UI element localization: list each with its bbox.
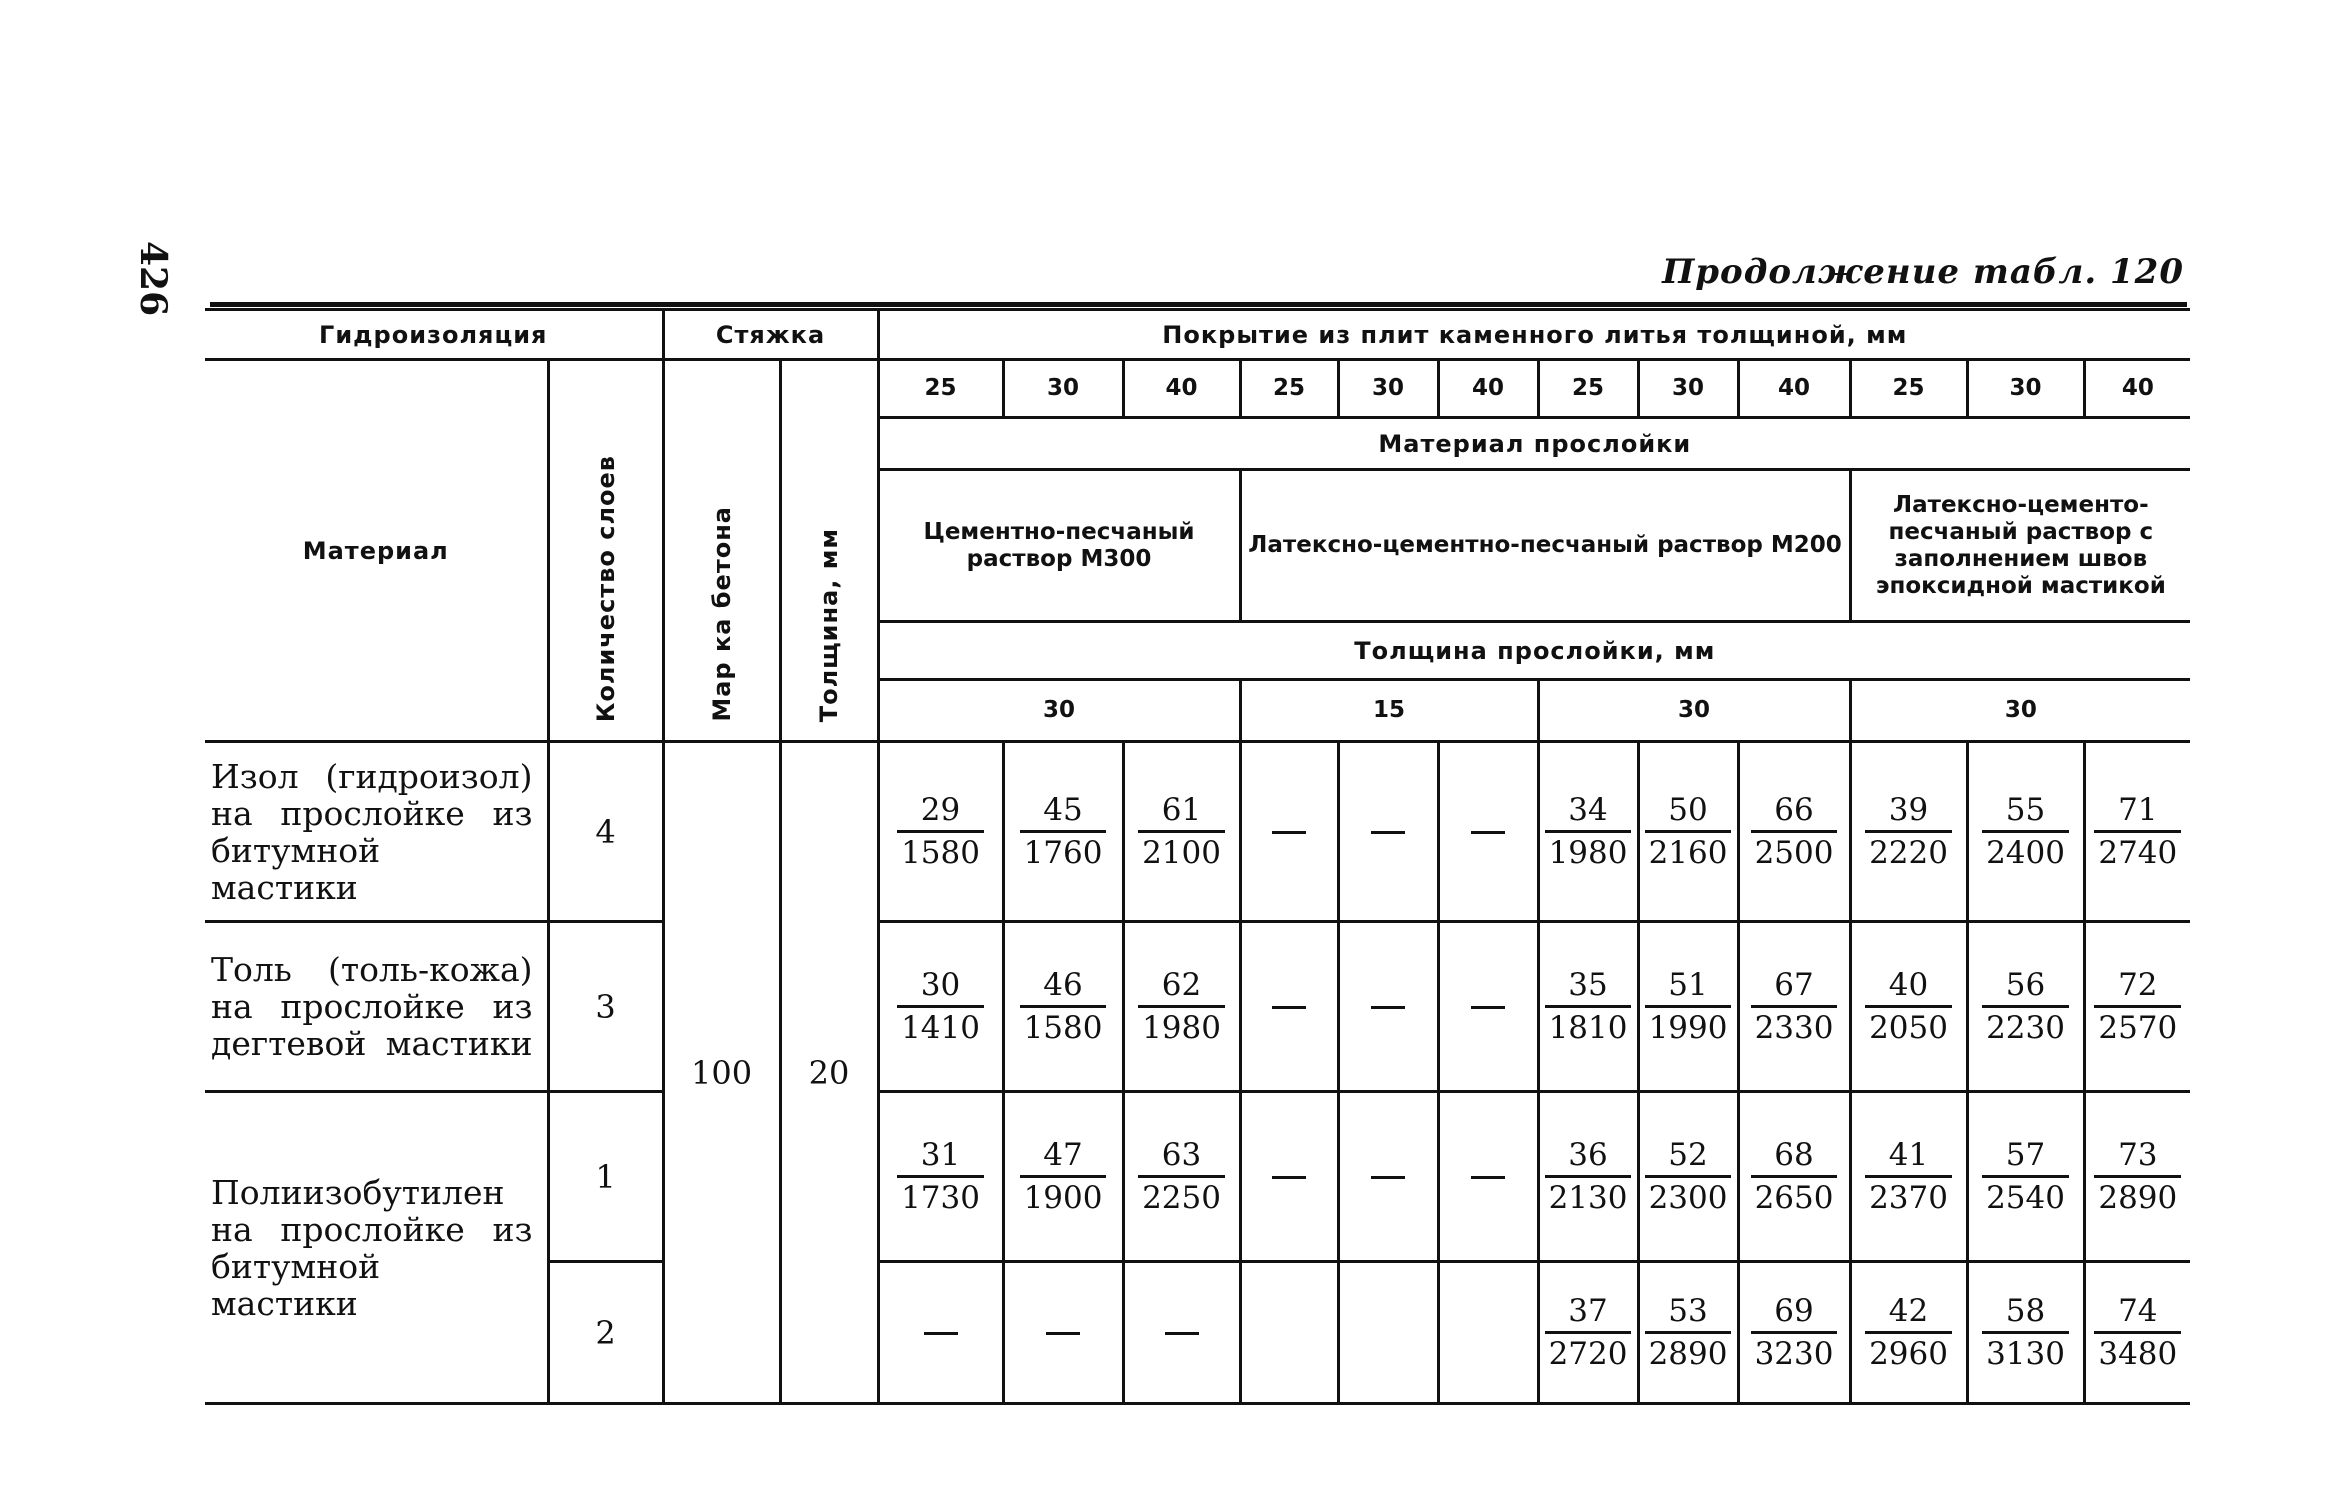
dash-cell [1438,1092,1538,1262]
value-cell [1850,742,1967,922]
value-top: 40 [1865,965,1952,1008]
row-material: Изол (гидроизол) на прослойке из битумной мастики [205,742,548,922]
value-cell [1003,1092,1123,1262]
value-fraction [897,790,984,873]
dash [1371,831,1405,834]
value-bottom: 2220 [1869,835,1948,871]
dash [1471,1176,1505,1179]
interlayer-value: 30 [878,680,1240,742]
header-concrete-grade: Мар ка бетона [707,506,736,722]
interlayer-value: 15 [1240,680,1538,742]
value-cell [1850,922,1967,1092]
group-latex-cement-sand: Латексно-цементно-песчаный раствор М200 [1240,470,1850,622]
screed-grade: 100 [663,742,780,1404]
value-top: 67 [1751,965,1838,1008]
dash [1272,1006,1306,1009]
value-fraction [1751,1135,1838,1218]
value-top: 31 [897,1135,984,1178]
dash [1471,1006,1505,1009]
value-top: 61 [1138,790,1225,833]
header-screed: Стяжка [663,310,878,360]
value-bottom: 1760 [1023,835,1103,871]
value-fraction [1645,965,1732,1048]
value-top: 51 [1645,965,1732,1008]
value-bottom: 2230 [1986,1010,2065,1046]
value-top: 63 [1138,1135,1225,1178]
thickness-col: 30 [1967,360,2084,418]
value-fraction [1020,790,1107,873]
dash-cell [1240,1092,1338,1262]
value-bottom: 2400 [1986,835,2065,871]
value-fraction [2094,1135,2181,1218]
thickness-col: 25 [1240,360,1338,418]
value-fraction [1545,965,1632,1048]
value-fraction [897,1135,984,1218]
value-top: 34 [1545,790,1632,833]
value-cell [1850,1092,1967,1262]
value-fraction [1545,790,1632,873]
value-fraction [897,965,984,1048]
header-thickness: Толщина, мм [815,527,844,722]
value-top: 42 [1865,1291,1952,1334]
dash [1165,1332,1199,1335]
value-bottom: 1730 [901,1180,980,1216]
value-cell [2084,1092,2190,1262]
value-cell [1538,1092,1638,1262]
thickness-col: 25 [1850,360,1967,418]
value-bottom: 1980 [1142,1010,1221,1046]
value-cell [1638,1262,1738,1404]
value-cell [1003,742,1123,922]
value-bottom: 3130 [1986,1336,2065,1372]
row-layers: 3 [548,922,663,1092]
value-fraction [1138,965,1225,1048]
value-bottom: 1410 [901,1010,980,1046]
value-cell [1538,922,1638,1092]
value-fraction [2094,965,2181,1048]
dash [1046,1332,1080,1335]
value-cell [878,1092,1003,1262]
value-bottom: 3480 [2098,1336,2178,1372]
thickness-col: 30 [1338,360,1438,418]
value-cell [2084,922,2190,1092]
dash-cell [1240,922,1338,1092]
value-top: 62 [1138,965,1225,1008]
header-interlayer-thickness: Толщина прослойки, мм [878,622,2190,680]
value-top: 73 [2094,1135,2181,1178]
thickness-col: 40 [2084,360,2190,418]
value-fraction [1865,965,1952,1048]
value-fraction [1982,1135,2069,1218]
thickness-col: 30 [1638,360,1738,418]
value-fraction [1751,790,1838,873]
row-material: Толь (толь-кожа) на прослойке из дегтевой мастики [205,922,548,1092]
value-bottom: 2370 [1869,1180,1948,1216]
dash-cell [1338,742,1438,922]
value-bottom: 2100 [1142,835,1221,871]
value-bottom: 2650 [1754,1180,1834,1216]
value-cell [1003,922,1123,1092]
value-top: 52 [1645,1135,1732,1178]
value-fraction [1020,1135,1107,1218]
value-cell [1850,1262,1967,1404]
value-fraction [1865,1135,1952,1218]
value-top: 50 [1645,790,1732,833]
value-fraction [2094,1291,2181,1374]
value-fraction [1020,965,1107,1048]
value-top: 69 [1751,1291,1838,1334]
value-bottom: 2740 [2098,835,2178,871]
value-bottom: 2890 [1648,1336,1728,1372]
value-bottom: 1900 [1023,1180,1103,1216]
value-fraction [1751,965,1838,1048]
empty-cell [1240,1262,1338,1404]
value-bottom: 2720 [1548,1336,1628,1372]
value-bottom: 2500 [1754,835,1834,871]
value-cell [878,742,1003,922]
value-fraction [1982,965,2069,1048]
value-top: 58 [1982,1291,2069,1334]
group-cement-sand: Цементно-песчаный раствор М300 [878,470,1240,622]
value-bottom: 1580 [1023,1010,1103,1046]
value-fraction [1982,1291,2069,1374]
value-cell [1967,742,2084,922]
value-fraction [2094,790,2181,873]
dash-cell [1438,922,1538,1092]
empty-cell [1438,1262,1538,1404]
value-bottom: 1580 [901,835,980,871]
value-cell [1738,1262,1850,1404]
value-fraction [1545,1135,1632,1218]
value-cell [1638,742,1738,922]
value-bottom: 2540 [1986,1180,2065,1216]
value-cell [1738,742,1850,922]
thickness-col: 40 [1738,360,1850,418]
dash-cell [878,1262,1003,1404]
value-bottom: 2570 [2098,1010,2178,1046]
value-bottom: 2300 [1648,1180,1728,1216]
value-bottom: 2330 [1754,1010,1834,1046]
value-top: 72 [2094,965,2181,1008]
value-top: 36 [1545,1135,1632,1178]
value-cell [2084,1262,2190,1404]
dash-cell [1123,1262,1240,1404]
value-top: 68 [1751,1135,1838,1178]
value-fraction [1865,790,1952,873]
value-bottom: 1810 [1548,1010,1628,1046]
value-bottom: 3230 [1754,1336,1834,1372]
value-top: 56 [1982,965,2069,1008]
value-bottom: 1990 [1648,1010,1728,1046]
value-cell [1738,922,1850,1092]
thickness-col: 40 [1123,360,1240,418]
dash [1272,1176,1306,1179]
value-fraction [1138,1135,1225,1218]
header-waterproofing: Гидроизоляция [205,310,663,360]
value-top: 66 [1751,790,1838,833]
thickness-col: 25 [1538,360,1638,418]
value-fraction [1982,790,2069,873]
value-fraction [1645,1291,1732,1374]
value-bottom: 2890 [2098,1180,2178,1216]
value-cell [1967,1262,2084,1404]
value-top: 37 [1545,1291,1632,1334]
value-fraction [1645,790,1732,873]
header-layers-cell [548,360,663,742]
value-fraction [1751,1291,1838,1374]
row-layers: 2 [548,1262,663,1404]
value-fraction [1865,1291,1952,1374]
dash [1371,1006,1405,1009]
dash [1272,831,1306,834]
thickness-col: 30 [1003,360,1123,418]
value-cell [2084,742,2190,922]
top-rule [210,302,2187,307]
value-top: 57 [1982,1135,2069,1178]
value-cell [878,922,1003,1092]
value-bottom: 2160 [1648,835,1728,871]
header-coating: Покрытие из плит каменного литья толщиной, мм [878,310,2190,360]
dash-cell [1003,1262,1123,1404]
thickness-col: 25 [878,360,1003,418]
value-top: 46 [1020,965,1107,1008]
row-material: Полиизобутилен на прослойке из битумной мастики [205,1092,548,1404]
value-bottom: 2250 [1142,1180,1221,1216]
value-top: 47 [1020,1135,1107,1178]
value-top: 41 [1865,1135,1952,1178]
value-fraction [1645,1135,1732,1218]
header-grade-cell [663,360,780,742]
dash-cell [1338,1092,1438,1262]
dash [924,1332,958,1335]
value-cell [1638,922,1738,1092]
value-top: 29 [897,790,984,833]
empty-cell [1338,1262,1438,1404]
value-top: 74 [2094,1291,2181,1334]
header-thickness-cell [780,360,878,742]
row-layers: 1 [548,1092,663,1262]
value-bottom: 2960 [1869,1336,1948,1372]
value-bottom: 2050 [1869,1010,1948,1046]
value-bottom: 1980 [1548,835,1628,871]
dash [1371,1176,1405,1179]
data-table [205,308,2190,1405]
value-top: 53 [1645,1291,1732,1334]
value-cell [1967,1092,2084,1262]
value-cell [1638,1092,1738,1262]
value-cell [1967,922,2084,1092]
dash [1471,831,1505,834]
header-layers: Количество слоев [591,454,620,722]
value-bottom: 2130 [1548,1180,1628,1216]
page-number: 426 [132,241,174,317]
group-latex-epoxy: Латексно-цементо-песчаный раствор с заполнением швов эпоксидной мастикой [1850,470,2190,622]
interlayer-value: 30 [1850,680,2190,742]
value-fraction [1138,790,1225,873]
value-top: 45 [1020,790,1107,833]
dash-cell [1338,922,1438,1092]
value-top: 39 [1865,790,1952,833]
value-top: 35 [1545,965,1632,1008]
interlayer-value: 30 [1538,680,1850,742]
value-fraction [1545,1291,1632,1374]
row-layers: 4 [548,742,663,922]
value-cell [1538,1262,1638,1404]
value-cell [1123,922,1240,1092]
thickness-col: 40 [1438,360,1538,418]
value-cell [1123,1092,1240,1262]
dash-cell [1240,742,1338,922]
value-cell [1738,1092,1850,1262]
header-interlayer-material: Материал прослойки [878,418,2190,470]
value-top: 71 [2094,790,2181,833]
value-cell [1538,742,1638,922]
screed-thickness: 20 [780,742,878,1404]
dash-cell [1438,742,1538,922]
header-material: Материал [205,360,548,742]
value-top: 55 [1982,790,2069,833]
value-top: 30 [897,965,984,1008]
table-caption: Продолжение табл. 120 [1662,252,2184,292]
value-cell [1123,742,1240,922]
